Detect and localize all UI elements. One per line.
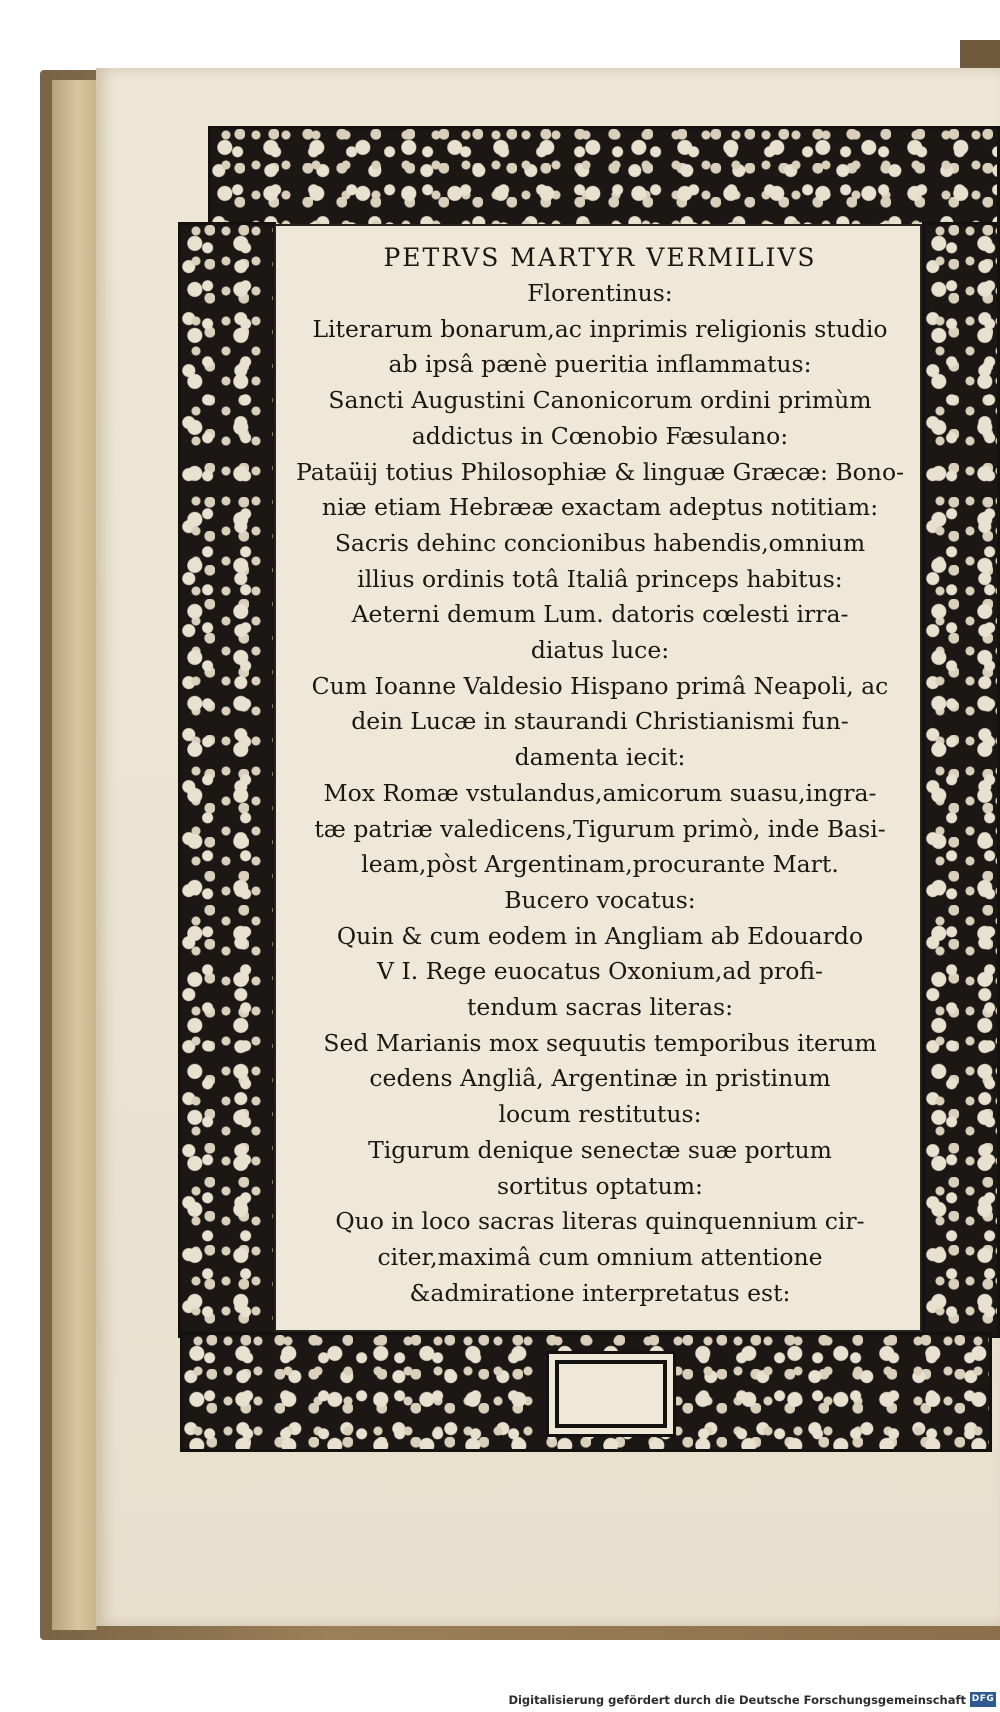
inscription-line: citer,maximâ cum omnium attentione — [377, 1242, 823, 1271]
inscription-line: cedens Angliâ, Argentinæ in pristinum — [369, 1064, 831, 1093]
inscription-line: Sed Marianis mox sequutis temporibus iterum — [323, 1028, 877, 1057]
woodcut-border-top — [208, 126, 1000, 230]
dfg-logo: DFG — [970, 1692, 996, 1707]
inscription-line: sortitus optatum: — [497, 1171, 703, 1200]
inscription-line: addictus in Cœnobio Fæsulano: — [411, 421, 789, 450]
inscription-line: &admiratione interpretatus est: — [409, 1278, 791, 1307]
inscription-line: locum restitutus: — [498, 1100, 702, 1129]
inscription-line: Sancti Augustini Canonicorum ordini primùm — [328, 386, 872, 415]
inscription-line: leam,pòst Argentinam,procurante Mart. — [361, 850, 839, 879]
inscription-line: dein Lucæ in staurandi Christianismi fun- — [351, 707, 849, 736]
inscription-line: illius ordinis totâ Italiâ princeps habitus: — [357, 564, 843, 593]
inscription-line: tendum sacras literas: — [466, 993, 734, 1022]
inscription-line: ab ipsâ pænè pueritia inflammatus: — [388, 350, 812, 379]
woodcut-border-right — [922, 222, 1000, 1338]
inscription-panel — [274, 224, 922, 1332]
page-edges — [52, 80, 97, 1630]
inscription-line: damenta iecit: — [514, 743, 686, 772]
inscription-line: Mox Romæ vstulandus,amicorum suasu,ingra- — [323, 778, 877, 807]
inscription-heading: PETRVS MARTYR VERMILIVS — [383, 243, 817, 272]
inscription-line: Sacris dehinc concionibus habendis,omnium — [334, 528, 866, 557]
inscription-line: diatus luce: — [530, 636, 670, 665]
inscription-line: Tigurum denique senectæ suæ portum — [368, 1135, 832, 1164]
inscription-line: Aeterni demum Lum. datoris cœlesti irra- — [351, 600, 849, 629]
inscription-line: V I. Rege euocatus Oxonium,ad profi- — [377, 957, 823, 986]
inscription-line: niæ etiam Hebrææ exactam adeptus notitiam: — [321, 493, 879, 522]
inscription-line: Bucero vocatus: — [504, 885, 696, 914]
inscription-line: Quo in loco sacras literas quinquennium cir- — [335, 1207, 865, 1236]
woodcut-border-left — [178, 222, 276, 1338]
inscription-line: Pataüij totius Philosophiæ & linguæ Græcæ: Bono- — [295, 457, 905, 486]
inscription-line: Cum Ioanne Valdesio Hispano primâ Neapoli, ac — [311, 671, 889, 700]
inscription-line: Florentinus: — [527, 279, 673, 307]
inscription-line: Quin & cum eodem in Angliam ab Edouardo — [336, 921, 864, 950]
inscription-line: Literarum bonarum,ac inprimis religionis studio — [312, 314, 888, 343]
inscription-line: tæ patriæ valedicens,Tigurum primò, inde Basi- — [314, 814, 886, 843]
footer-credit-text: Digitalisierung gefördert durch die Deutsche Forschungsgemeinschaft — [508, 1693, 966, 1707]
digitization-footer — [0, 1690, 1000, 1712]
border-cartouche — [555, 1360, 667, 1428]
inscription-text — [276, 240, 924, 1311]
